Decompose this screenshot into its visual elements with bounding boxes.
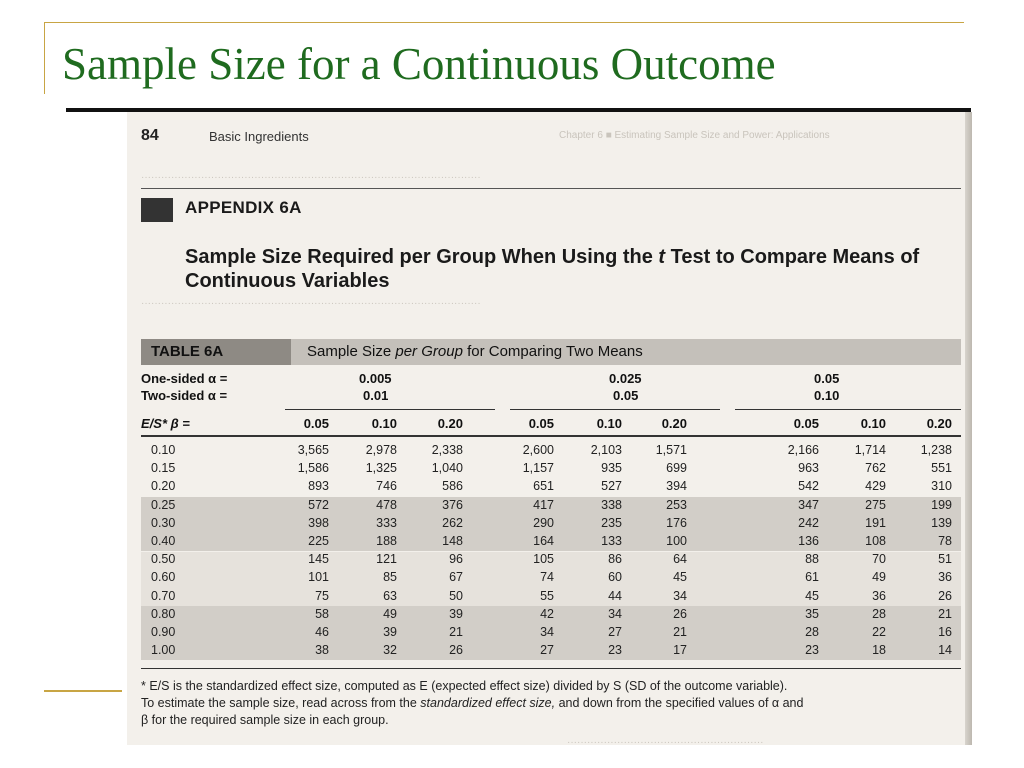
table-row [141, 442, 961, 459]
table-bottom-rule [141, 668, 961, 669]
sample-size-cell: 14 [938, 643, 952, 658]
beta-value: 0.10 [371, 416, 397, 431]
sample-size-cell: 262 [442, 515, 463, 530]
sample-size-cell: 36 [872, 588, 886, 603]
page-edge-shadow [965, 112, 972, 745]
sample-size-cell: 253 [666, 497, 687, 512]
sample-size-cell: 26 [938, 588, 952, 603]
sample-size-cell: 699 [666, 461, 687, 476]
sample-size-cell: 191 [865, 515, 886, 530]
sample-size-cell: 394 [666, 479, 687, 494]
sample-size-cell: 139 [931, 515, 952, 530]
two-sided-alpha: 0.01 [363, 388, 389, 403]
sample-size-cell: 108 [865, 534, 886, 548]
group-rule [510, 409, 720, 410]
one-sided-alpha: 0.025 [609, 371, 642, 386]
sample-size-cell: 45 [805, 588, 819, 603]
footnote-line: β for the required sample size in each group. [141, 713, 389, 727]
table-row [141, 551, 961, 568]
sample-size-cell: 1,586 [297, 461, 329, 476]
sample-size-cell: 46 [315, 625, 329, 639]
sample-size-cell: 1,571 [655, 443, 687, 457]
beta-value: 0.10 [860, 416, 886, 431]
sample-size-cell: 1,325 [365, 461, 397, 476]
sample-size-cell: 935 [601, 461, 622, 476]
table-row [141, 460, 961, 477]
appendix-marker [141, 198, 173, 222]
sample-size-cell: 21 [673, 625, 687, 639]
beta-value: 0.10 [596, 416, 622, 431]
sample-size-cell: 23 [805, 643, 819, 658]
sample-size-cell: 1,238 [920, 443, 952, 457]
sample-size-cell: 50 [449, 588, 463, 603]
effect-size-cell: 0.50 [151, 552, 176, 567]
sample-size-cell: 18 [872, 643, 886, 658]
beta-value: 0.20 [437, 416, 463, 431]
sample-size-cell: 27 [608, 625, 622, 639]
effect-size-cell: 0.15 [151, 461, 176, 476]
sample-size-cell: 478 [376, 497, 397, 512]
sample-size-cell: 28 [872, 606, 886, 621]
sample-size-cell: 64 [673, 552, 687, 567]
sample-size-cell: 417 [533, 497, 554, 512]
sample-size-cell: 67 [449, 570, 463, 585]
effect-size-cell: 0.20 [151, 479, 176, 494]
scanned-page [127, 112, 972, 745]
bleed-through-text: ······································································································ [141, 298, 481, 309]
sample-size-cell: 34 [608, 606, 622, 621]
effect-size-cell: 0.30 [151, 515, 176, 530]
sample-size-cell: 2,166 [787, 443, 819, 457]
sample-size-cell: 39 [383, 625, 397, 639]
sample-size-cell: 2,600 [522, 443, 554, 457]
table-row [141, 569, 961, 586]
table-caption: Sample Size per Group for Comparing Two Means [307, 343, 643, 360]
sample-size-cell: 527 [601, 479, 622, 494]
sample-size-cell: 1,157 [522, 461, 554, 476]
sample-size-cell: 242 [798, 515, 819, 530]
sample-size-cell: 338 [601, 497, 622, 512]
sample-size-cell: 188 [376, 534, 397, 548]
sample-size-cell: 398 [308, 515, 329, 530]
sample-size-cell: 3,565 [297, 443, 329, 457]
sample-size-cell: 26 [673, 606, 687, 621]
beta-value: 0.05 [303, 416, 329, 431]
sample-size-cell: 310 [931, 479, 952, 494]
sample-size-cell: 38 [315, 643, 329, 658]
sample-size-cell: 45 [673, 570, 687, 585]
sample-size-cell: 429 [865, 479, 886, 494]
sample-size-cell: 235 [601, 515, 622, 530]
effect-size-cell: 0.10 [151, 443, 176, 457]
sample-size-cell: 21 [938, 606, 952, 621]
table-row [141, 606, 961, 623]
sample-size-cell: 26 [449, 643, 463, 658]
beta-label: E/S* β = [141, 416, 190, 431]
sample-size-cell: 290 [533, 515, 554, 530]
sample-size-cell: 164 [533, 534, 554, 548]
sample-size-cell: 28 [805, 625, 819, 639]
sample-size-cell: 347 [798, 497, 819, 512]
sample-size-cell: 746 [376, 479, 397, 494]
sample-size-cell: 762 [865, 461, 886, 476]
sample-size-cell: 17 [673, 643, 687, 658]
effect-size-cell: 0.70 [151, 588, 176, 603]
sample-size-cell: 86 [608, 552, 622, 567]
sample-size-cell: 58 [315, 606, 329, 621]
two-sided-alpha: 0.05 [613, 388, 639, 403]
sample-size-cell: 70 [872, 552, 886, 567]
sample-size-cell: 63 [383, 588, 397, 603]
sample-size-cell: 49 [383, 606, 397, 621]
sample-size-cell: 893 [308, 479, 329, 494]
table-row [141, 642, 961, 659]
running-head: Basic Ingredients [209, 129, 309, 144]
slide-border-top [44, 22, 964, 23]
sample-size-cell: 88 [805, 552, 819, 567]
slide-title: Sample Size for a Continuous Outcome [62, 39, 776, 89]
appendix-label: APPENDIX 6A [185, 198, 302, 217]
sample-size-cell: 333 [376, 515, 397, 530]
sample-size-cell: 16 [938, 625, 952, 639]
sample-size-cell: 78 [938, 534, 952, 548]
sample-size-cell: 34 [540, 625, 554, 639]
sample-size-cell: 148 [442, 534, 463, 548]
table-row [141, 624, 961, 641]
beta-value: 0.20 [926, 416, 952, 431]
header-rule [141, 435, 961, 437]
appendix-rule [141, 188, 961, 189]
sample-size-cell: 44 [608, 588, 622, 603]
sample-size-cell: 35 [805, 606, 819, 621]
effect-size-cell: 0.40 [151, 534, 176, 548]
sample-size-cell: 376 [442, 497, 463, 512]
table-row [141, 588, 961, 605]
sample-size-cell: 27 [540, 643, 554, 658]
sample-size-cell: 49 [872, 570, 886, 585]
beta-value: 0.05 [793, 416, 819, 431]
sample-size-cell: 32 [383, 643, 397, 658]
sample-size-cell: 275 [865, 497, 886, 512]
sample-size-cell: 36 [938, 570, 952, 585]
two-sided-alpha: 0.10 [814, 388, 840, 403]
effect-size-cell: 0.25 [151, 497, 176, 512]
sample-size-cell: 60 [608, 570, 622, 585]
sample-size-cell: 176 [666, 515, 687, 530]
sample-size-cell: 199 [931, 497, 952, 512]
footnote-line: * E/S is the standardized effect size, computed as E (expected effect size) divided by S (SD of the outcome variable). [141, 679, 788, 693]
table-label: TABLE 6A [141, 339, 291, 365]
sample-size-cell: 2,338 [431, 443, 463, 457]
sample-size-cell: 2,103 [590, 443, 622, 457]
bleed-through-text: ······································································································ [141, 172, 481, 183]
effect-size-cell: 1.00 [151, 643, 176, 658]
sample-size-cell: 34 [673, 588, 687, 603]
appendix-title: Sample Size Required per Group When Using the t Test to Compare Means of Continuous Variables [185, 246, 920, 292]
sample-size-cell: 85 [383, 570, 397, 585]
beta-value: 0.05 [528, 416, 554, 431]
group-rule [735, 409, 961, 410]
two-sided-label: Two-sided α = [141, 388, 228, 403]
sample-size-cell: 61 [805, 570, 819, 585]
sample-size-cell: 42 [540, 606, 554, 621]
sample-size-cell: 55 [540, 588, 554, 603]
table-row [141, 515, 961, 532]
group-rule [285, 409, 495, 410]
sample-size-cell: 100 [666, 534, 687, 548]
table-row [141, 533, 961, 550]
sample-size-cell: 39 [449, 606, 463, 621]
sample-size-cell: 21 [449, 625, 463, 639]
footnote-line: To estimate the sample size, read across from the standardized effect size, and down from the specified values of α and [141, 696, 804, 710]
sample-size-cell: 2,978 [365, 443, 397, 457]
sample-size-cell: 542 [798, 479, 819, 494]
sample-size-cell: 572 [308, 497, 329, 512]
table-footnote [141, 678, 961, 729]
table-row [141, 497, 961, 514]
one-sided-alpha: 0.005 [359, 371, 392, 386]
sample-size-cell: 51 [938, 552, 952, 567]
sample-size-cell: 225 [308, 534, 329, 548]
sample-size-cell: 121 [376, 552, 397, 567]
sample-size-cell: 23 [608, 643, 622, 658]
sample-size-cell: 551 [931, 461, 952, 476]
table-row [141, 478, 961, 495]
sample-size-cell: 22 [872, 625, 886, 639]
sample-size-cell: 136 [798, 534, 819, 548]
slide-border-left [44, 22, 45, 94]
sample-size-cell: 586 [442, 479, 463, 494]
page-number: 84 [141, 127, 159, 144]
sample-size-cell: 963 [798, 461, 819, 476]
sample-size-cell: 101 [308, 570, 329, 585]
bleed-through-text: ··························································· [567, 737, 764, 745]
effect-size-cell: 0.90 [151, 625, 176, 639]
sample-size-cell: 145 [308, 552, 329, 567]
sample-size-cell: 96 [449, 552, 463, 567]
one-sided-label: One-sided α = [141, 371, 228, 386]
slide-border-bottom [44, 690, 122, 692]
bleed-through-header: Chapter 6 ■ Estimating Sample Size and Power: Applications [559, 130, 830, 141]
sample-size-cell: 651 [533, 479, 554, 494]
sample-size-cell: 133 [601, 534, 622, 548]
sample-size-cell: 1,040 [431, 461, 463, 476]
sample-size-cell: 1,714 [854, 443, 886, 457]
beta-header-row [141, 413, 961, 435]
beta-value: 0.20 [661, 416, 687, 431]
effect-size-cell: 0.60 [151, 570, 176, 585]
sample-size-cell: 105 [533, 552, 554, 567]
one-sided-alpha: 0.05 [814, 371, 840, 386]
sample-size-cell: 74 [540, 570, 554, 585]
effect-size-cell: 0.80 [151, 606, 176, 621]
sample-size-cell: 75 [315, 588, 329, 603]
